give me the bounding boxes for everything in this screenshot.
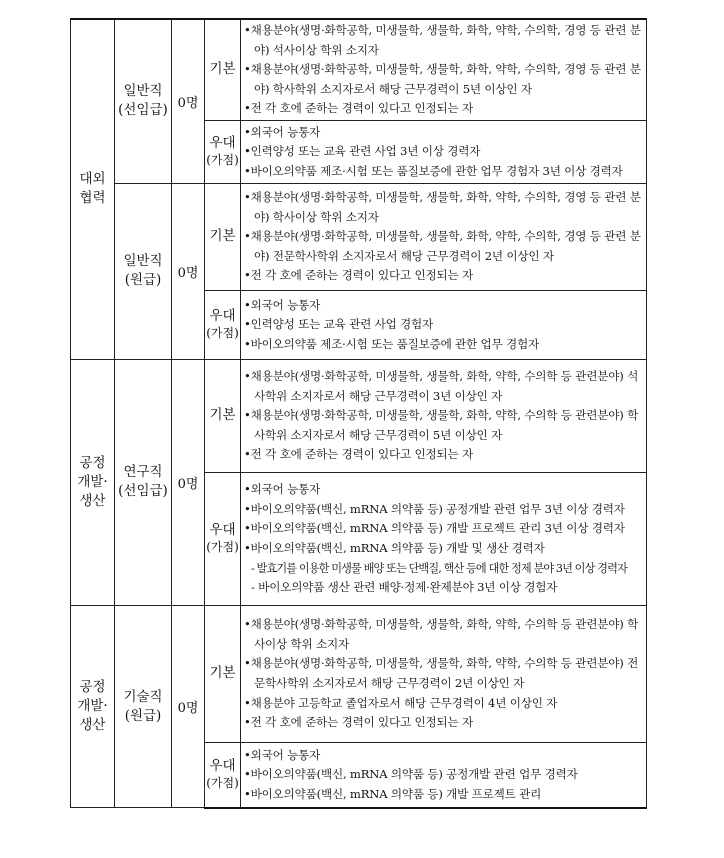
- requirement-list: [241, 359, 647, 472]
- requirement-type-cell: [205, 359, 241, 472]
- list-item: •바이오의약품(백신, mRNA 의약품 등) 개발 및 생산 경력자: [244, 540, 545, 555]
- requirement-list: [241, 605, 647, 742]
- list-item: •채용분야(생명·화학공학, 미생물학, 생물학, 화학, 약학, 수의학 등 관련분야) 학사이상 학위 소지자: [244, 617, 639, 651]
- requirement-type-label: 우대: [209, 757, 236, 774]
- requirement-type-cell: [205, 120, 241, 183]
- requirement-type-label: 우대: [209, 134, 236, 151]
- requirement-list: [241, 120, 647, 183]
- list-item: •채용분야(생명·화학공학, 미생물학, 생물학, 화학, 약학, 수의학 등 관련분야) 전문학사학위 소지자로서 해당 근무경력이 2년 이상인 자: [244, 656, 639, 690]
- list-item: - 바이오의약품 생산 관련 배양·정제·완제분야 3년 이상 경험자: [251, 580, 558, 595]
- table-row: [71, 359, 647, 472]
- table-row: [71, 605, 647, 742]
- table-row: [71, 183, 647, 290]
- requirement-type-cell: [205, 183, 241, 290]
- requirement-type-cell: [205, 19, 241, 120]
- list-item: •전 각 호에 준하는 경력이 있다고 인정되는 자: [244, 268, 474, 283]
- requirement-type-label: 기본: [209, 665, 236, 682]
- list-item: •전 각 호에 준하는 경력이 있다고 인정되는 자: [244, 447, 474, 462]
- requirement-type-cell: [205, 290, 241, 359]
- requirement-list: [241, 742, 647, 808]
- list-item: •채용분야(생명·화학공학, 미생물학, 생물학, 화학, 약학, 수의학 등 관련분야) 석사학위 소지자로서 해당 근무경력이 3년 이상인 자: [244, 368, 639, 403]
- department-label: 개발·: [77, 698, 108, 715]
- list-item: •바이오의약품(백신, mRNA 의약품 등) 개발 프로젝트 관리 3년 이상 경력자: [244, 521, 625, 536]
- position-grade: (선임급): [118, 483, 168, 500]
- department-label: 생산: [79, 492, 106, 509]
- department-label: 공정: [79, 679, 106, 696]
- headcount-cell: 0명: [172, 605, 205, 808]
- position-cell: [115, 19, 172, 183]
- requirement-list: [241, 290, 647, 359]
- requirement-type-cell: [205, 472, 241, 605]
- list-item: •바이오의약품(백신, mRNA 의약품 등) 공정개발 관련 업무 3년 이상 경력자: [244, 501, 625, 516]
- list-item: •인력양성 또는 교육 관련 사업 경험자: [244, 317, 434, 332]
- requirement-type-sublabel: (가점): [206, 775, 239, 790]
- department-label: 협력: [79, 190, 106, 207]
- list-item: •바이오의약품 제조·시험 또는 품질보증에 관한 업무 경험자: [244, 336, 540, 351]
- list-item: •채용분야(생명·화학공학, 미생물학, 생물학, 화학, 약학, 수의학, 경영 등 관련 분야) 학사이상 학위 소지자: [244, 189, 641, 224]
- requirement-type-label: 우대: [209, 307, 236, 324]
- requirement-type-sublabel: (가점): [206, 539, 239, 554]
- requirement-list: [241, 183, 647, 290]
- department-cell: [71, 605, 115, 808]
- requirement-type-cell: [205, 605, 241, 742]
- position-grade: (원급): [124, 272, 162, 289]
- list-item: - 발효기를 이용한 미생물 배양 또는 단백질, 핵산 등에 대한 정제 분야 3년 이상 경력자: [251, 561, 627, 575]
- position-label: 일반직: [123, 253, 163, 270]
- requirement-type-sublabel: (가점): [206, 152, 239, 167]
- list-item: •외국어 능통자: [244, 124, 321, 139]
- headcount-cell: 0명: [172, 359, 205, 605]
- list-item: •채용분야(생명·화학공학, 미생물학, 생물학, 화학, 약학, 수의학, 경영 등 관련 분야) 전문학사학위 소지자로서 해당 근무경력이 2년 이상인 자: [244, 229, 641, 263]
- list-item: •외국어 능통자: [244, 747, 321, 762]
- requirement-list: [241, 19, 647, 120]
- position-label: 기술직: [123, 688, 163, 705]
- list-item: •전 각 호에 준하는 경력이 있다고 인정되는 자: [244, 715, 474, 730]
- department-label: 생산: [79, 717, 106, 734]
- department-label: 대외: [79, 171, 106, 188]
- list-item: •바이오의약품(백신, mRNA 의약품 등) 개발 프로젝트 관리: [244, 786, 542, 801]
- list-item: •채용분야(생명·화학공학, 미생물학, 생물학, 화학, 약학, 수의학, 경영 등 관련 분야) 학사학위 소지자로서 해당 근무경력이 5년 이상인 자: [244, 62, 641, 96]
- requirement-list: [241, 472, 647, 605]
- list-item: •외국어 능통자: [244, 297, 321, 312]
- requirement-type-cell: [205, 742, 241, 808]
- list-item: •바이오의약품 제조·시험 또는 품질보증에 관한 업무 경험자 3년 이상 경력자: [244, 163, 623, 178]
- requirements-table: [70, 18, 647, 809]
- department-label: 개발·: [77, 473, 108, 490]
- list-item: •채용분야(생명·화학공학, 미생물학, 생물학, 화학, 약학, 수의학 등 관련분야) 학사학위 소지자로서 해당 근무경력이 5년 이상인 자: [244, 408, 639, 442]
- department-cell: [71, 19, 115, 359]
- position-cell: [115, 183, 172, 359]
- position-cell: [115, 605, 172, 808]
- table-row: [71, 19, 647, 120]
- position-label: 연구직: [123, 464, 163, 481]
- department-cell: [71, 359, 115, 605]
- requirement-type-label: 기본: [209, 228, 236, 245]
- position-grade: (원급): [124, 707, 162, 724]
- list-item: •바이오의약품(백신, mRNA 의약품 등) 공정개발 관련 업무 경력자: [244, 767, 578, 782]
- list-item: •인력양성 또는 교육 관련 사업 3년 이상 경력자: [244, 144, 481, 159]
- position-label: 일반직: [123, 83, 163, 100]
- list-item: •채용분야 고등학교 졸업자로서 해당 근무경력이 4년 이상인 자: [244, 695, 558, 710]
- requirement-type-sublabel: (가점): [206, 325, 239, 340]
- requirement-type-label: 우대: [209, 521, 236, 538]
- position-cell: [115, 359, 172, 605]
- list-item: •전 각 호에 준하는 경력이 있다고 인정되는 자: [244, 101, 474, 116]
- list-item: •채용분야(생명·화학공학, 미생물학, 생물학, 화학, 약학, 수의학, 경영 등 관련 분야) 석사이상 학위 소지자: [244, 23, 641, 57]
- headcount-cell: 0명: [172, 183, 205, 359]
- requirement-type-label: 기본: [209, 407, 236, 424]
- requirement-type-label: 기본: [209, 61, 236, 78]
- list-item: •외국어 능통자: [244, 482, 321, 497]
- department-label: 공정: [79, 454, 106, 471]
- headcount-cell: 0명: [172, 19, 205, 183]
- position-grade: (선임급): [118, 102, 168, 119]
